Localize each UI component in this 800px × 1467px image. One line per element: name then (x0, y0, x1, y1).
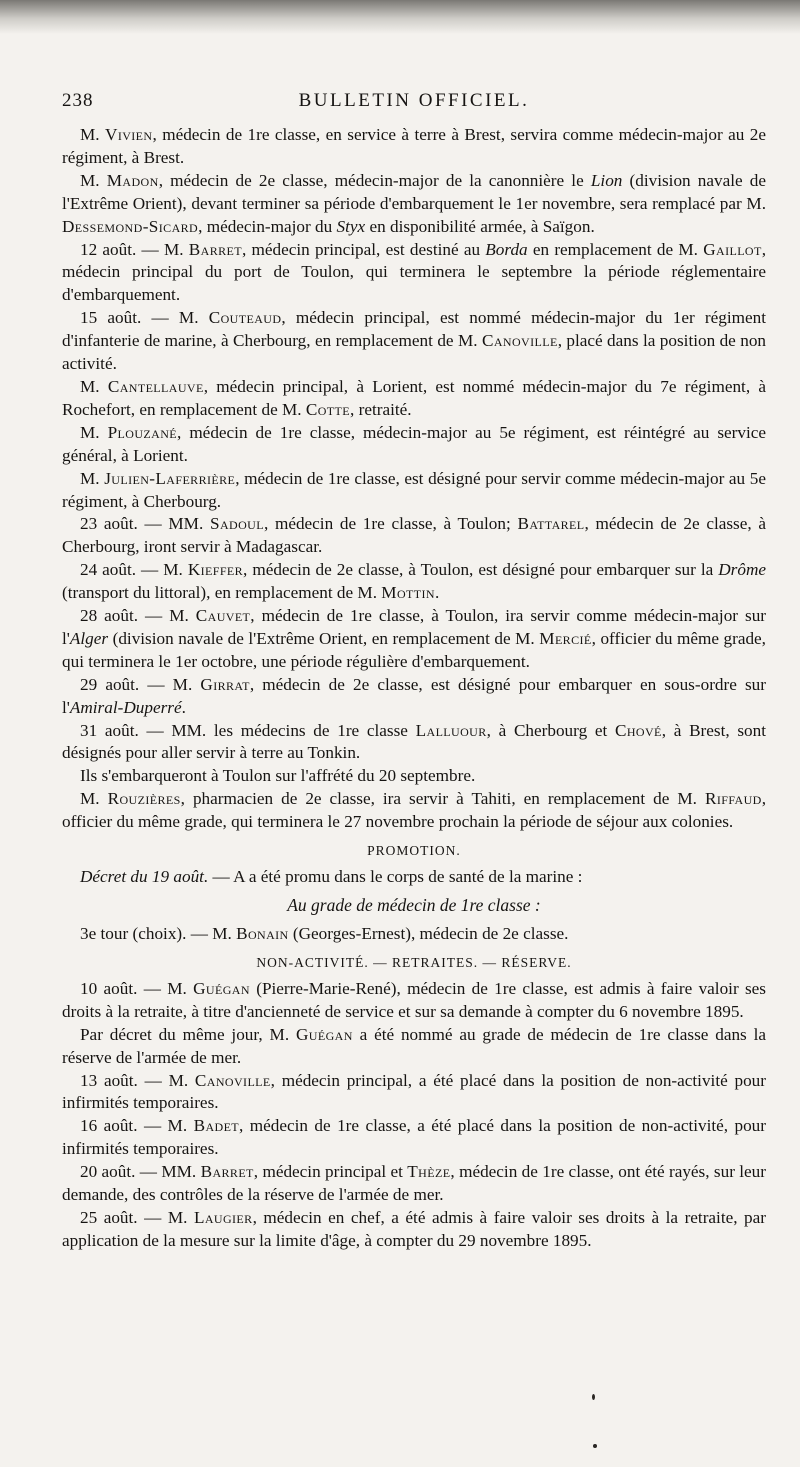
body-text (62, 124, 766, 1253)
paragraph: M. Vivien, médecin de 1re classe, en service à terre à Brest, servira comme médecin-major au 2e régiment, à Brest. (62, 125, 766, 167)
paragraph: Par décret du même jour, M. Guégan a été nommé au grade de médecin de 1re classe dans la réserve de l'armée de mer. (62, 1024, 766, 1067)
decree-label: Décret du 19 août. (80, 867, 209, 887)
ship-name: Lion (590, 170, 623, 190)
paragraph: 25 août. — M. Laugier, médecin en chef, a été admis à faire valoir ses droits à la retraite, par application de la mesure sur la limite d'âge, à compter du 29 novembre 1895. (62, 1207, 767, 1250)
paragraph: M. Cantellauve, médecin principal, à Lorient, est nommé médecin-major du 7e régiment, à Rochefort, en remplacement de M. Cotte, retraité. (62, 376, 766, 419)
paragraph: Ils s'embarqueront à Toulon sur l'affrété du 20 septembre. (80, 766, 476, 786)
running-head (62, 84, 766, 124)
section-heading: PROMOTION. (367, 843, 461, 859)
person-name: Lalluour (415, 720, 487, 740)
person-name: Rouzières (107, 789, 181, 809)
paragraph: 23 août. — MM. Sadoul, médecin de 1re classe, à Toulon; Battarel, médecin de 2e classe, à Cherbourg, iront servir à Madagascar. (62, 514, 766, 557)
person-name: Canoville (194, 1070, 271, 1090)
person-name: Cantellauve (107, 376, 204, 396)
person-name: Guégan (295, 1024, 353, 1044)
person-name: Girrat (200, 674, 250, 694)
person-name: Vivien (105, 125, 153, 144)
ship-name: Drôme (718, 560, 767, 580)
person-name: Bonain (236, 924, 289, 943)
paragraph: 13 août. — M. Canoville, médecin principal, a été placé dans la position de non-activité pour infirmités temporaires. (62, 1070, 766, 1113)
scan-top-edge (0, 0, 800, 34)
paragraph: 24 août. — M. Kieffer, médecin de 2e classe, à Toulon, est désigné pour embarquer sur la Drôme (transport du littoral), en remplacement de M. Mottin. (62, 560, 767, 603)
person-name: Canoville (481, 331, 558, 351)
person-name: Thèze (407, 1162, 451, 1182)
paragraph: M. Plouzané, médecin de 1re classe, médecin-major au 5e régiment, est réintégré au service général, à Lorient. (62, 422, 766, 465)
ship-name: Alger (69, 628, 109, 648)
person-name: Gaillot (703, 239, 762, 259)
paragraph: 20 août. — MM. Barret, médecin principal et Thèze, médecin de 1re classe, ont été rayés, sur leur demande, des contrôles de la réserve de l'armée de mer. (62, 1162, 766, 1205)
person-name: Plouzané (107, 422, 178, 442)
section-heading: NON-ACTIVITÉ. — RETRAITES. — RÉSERVE. (256, 954, 572, 970)
paragraph: 29 août. — M. Girrat, médecin de 2e classe, est désigné pour embarquer en sous-ordre sur l'Amiral-Duperré. (62, 674, 766, 717)
person-name: Julien-Laferrière (104, 468, 236, 488)
paragraph: 15 août. — M. Couteaud, médecin principal, est nommé médecin-major du 1er régiment d'infanterie de marine, à Cherbourg, en remplacement de M. Canoville, placé dans la position de non activité. (62, 308, 767, 374)
person-name: Cotte (305, 399, 350, 419)
person-name: Cauvet (195, 606, 251, 626)
journal-title: BULLETIN OFFICIEL. (298, 90, 530, 111)
person-name: Kieffer (187, 560, 244, 580)
ship-name: Styx (336, 216, 366, 236)
person-name: Barret (200, 1162, 254, 1182)
person-name: Mercié (539, 628, 592, 648)
paragraph: M. Madon, médecin de 2e classe, médecin-major de la canonnière le Lion (division navale de l'Extrême Orient), devant terminer sa période d'embarquement le 1er novembre, sera remplacé par M. Dessemond-Sicard, médecin-major du Styx en disponibilité armée, à Saïgon. (62, 170, 766, 236)
scan-speck (593, 1444, 597, 1448)
paragraph: 3e tour (choix). — M. Bonain (Georges-Ernest), médecin de 2e classe. (80, 924, 569, 943)
person-name: Couteaud (208, 308, 282, 328)
ship-name: Amiral-Duperré (69, 697, 182, 717)
person-name: Dessemond-Sicard (62, 216, 199, 236)
paragraph: M. Rouzières, pharmacien de 2e classe, ira servir à Tahiti, en remplacement de M. Riffaud, officier du même grade, qui terminera le 27 novembre prochain la période de séjour aux colonies. (62, 789, 766, 832)
person-name: Badet (193, 1116, 240, 1136)
paragraph: M. Julien-Laferrière, médecin de 1re classe, est désigné pour servir comme médecin-major au 5e régiment, à Cherbourg. (62, 468, 766, 511)
paragraph: 31 août. — MM. les médecins de 1re classe Lalluour, à Cherbourg et Chové, à Brest, sont désignés pour aller servir à terre au Tonkin. (62, 720, 766, 763)
person-name: Madon (106, 170, 159, 190)
paragraph: 12 août. — M. Barret, médecin principal, est destiné au Borda en remplacement de M. Gaillot, médecin principal du port de Toulon, qui terminera le septembre la période réglementaire d'embarquement. (62, 239, 767, 305)
person-name: Mottin (381, 583, 435, 603)
person-name: Chové (614, 720, 662, 740)
paragraph: Décret du 19 août. — A a été promu dans le corps de santé de la marine : (80, 867, 583, 887)
person-name: Sadoul (209, 514, 264, 534)
page-number: 238 (62, 90, 94, 111)
paragraph: 16 août. — M. Badet, médecin de 1re classe, a été placé dans la position de non-activité, pour infirmités temporaires. (62, 1116, 767, 1159)
person-name: Riffaud (704, 789, 762, 809)
person-name: Laugier (193, 1207, 253, 1227)
paragraph: 28 août. — M. Cauvet, médecin de 1re classe, à Toulon, ira servir comme médecin-major sur l'Alger (division navale de l'Extrême Orient, en remplacement de M. Mercié, officier du même grade, qui terminera le 1er octobre, une période régulière d'embarquement. (62, 606, 767, 671)
ship-name: Borda (485, 239, 528, 259)
grade-heading: Au grade de médecin de 1re classe : (287, 895, 541, 915)
scan-speck (592, 1394, 595, 1400)
person-name: Barret (188, 239, 242, 259)
paragraph: 10 août. — M. Guégan (Pierre-Marie-René), médecin de 1re classe, est admis à faire valoir ses droits à la retraite, à titre d'ancienneté de service et sur sa demande à compter du 6 novembre 1895. (62, 978, 766, 1021)
person-name: Battarel (517, 514, 585, 534)
person-name: Guégan (193, 978, 250, 998)
